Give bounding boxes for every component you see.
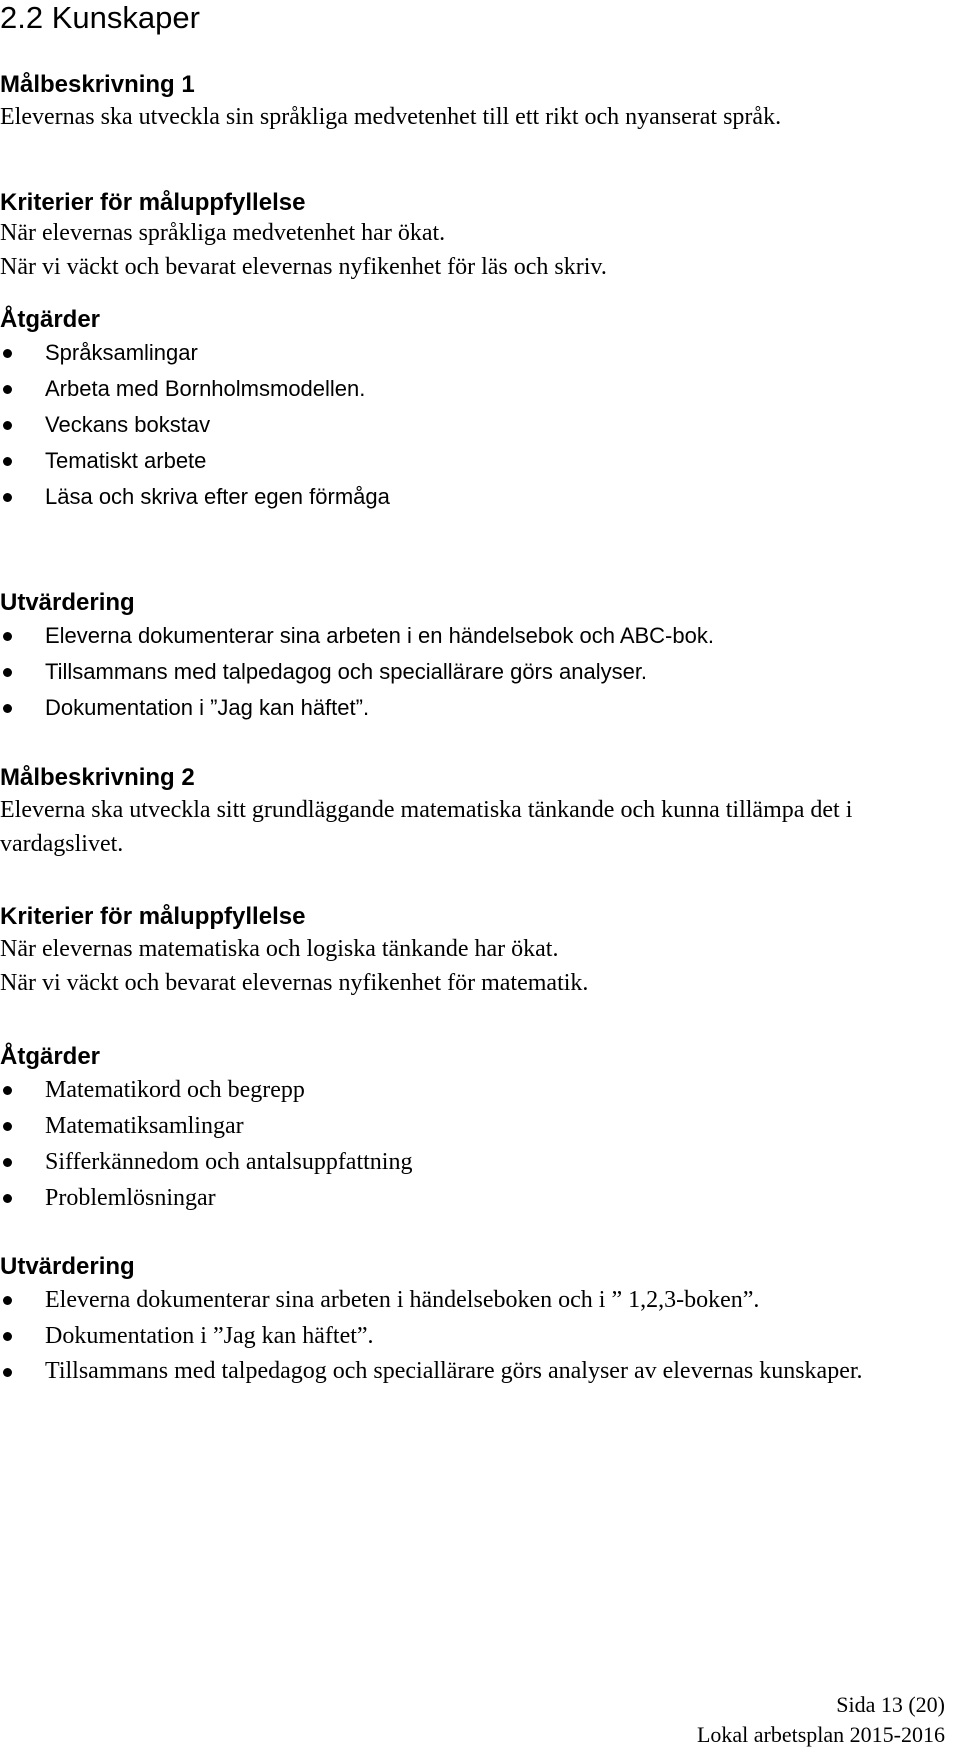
goal-2-heading: Målbeskrivning 2: [0, 764, 195, 791]
list-item-text: Läsa och skriva efter egen förmåga: [45, 484, 390, 509]
list-item-text: Tillsammans med talpedagog och speciallärare görs analyser av elevernas kunskaper.: [45, 1358, 863, 1384]
goal-2-criteria: [0, 902, 588, 1000]
bullet-icon: [3, 1332, 12, 1341]
list-item: [0, 1180, 412, 1216]
list-item-text: Arbeta med Bornholmsmodellen.: [45, 376, 366, 401]
goal-2-text: Eleverna ska utveckla sitt grundläggande matematiska tänkande och kunna tillämpa det i vardagslivet.: [0, 797, 853, 857]
list-item: [0, 335, 390, 371]
list-item: [0, 1144, 412, 1180]
bullet-icon: [3, 421, 12, 430]
bullet-icon: [3, 1296, 12, 1305]
bullet-icon: [3, 493, 12, 502]
document-name: Lokal arbetsplan 2015-2016: [696, 1722, 945, 1747]
goal-1-text: Elevernas ska utveckla sin språkliga medvetenhet till ett rikt och nyanserat språk.: [0, 104, 782, 130]
list-item-text: Eleverna dokumenterar sina arbeten i händelseboken och i ” 1,2,3-boken”.: [45, 1287, 760, 1313]
goal-1-heading: Målbeskrivning 1: [0, 71, 195, 98]
bullet-icon: [3, 668, 12, 677]
goal-2-evaluation-list: [0, 1282, 925, 1388]
page-number: Sida 13 (20): [836, 1692, 945, 1717]
goal-1-evaluation: [0, 588, 714, 726]
goal-2-criteria-line-1: När elevernas matematiska och logiska tänkande har ökat.: [0, 936, 559, 962]
bullet-icon: [3, 1122, 12, 1131]
goal-2-actions-heading: Åtgärder: [0, 1043, 101, 1070]
goal-2-evaluation-heading: Utvärdering: [0, 1253, 135, 1280]
list-item: [0, 443, 390, 479]
goal-1-actions: [0, 305, 390, 515]
list-item: [0, 371, 390, 407]
bullet-icon: [3, 1158, 12, 1167]
bullet-icon: [3, 1368, 12, 1377]
list-item-text: Sifferkännedom och antalsuppfattning: [45, 1149, 413, 1175]
bullet-icon: [3, 457, 12, 466]
list-item: [0, 1072, 412, 1108]
goal-2-criteria-heading: Kriterier för måluppfyllelse: [0, 903, 306, 930]
list-item: [0, 690, 714, 726]
list-item-text: Dokumentation i ”Jag kan häftet”.: [45, 1323, 374, 1349]
goal-2-actions: [0, 1042, 412, 1216]
bullet-icon: [3, 632, 12, 641]
bullet-icon: [3, 1194, 12, 1203]
goal-1-description: [0, 70, 905, 134]
bullet-icon: [3, 349, 12, 358]
goal-1-actions-heading: Åtgärder: [0, 306, 101, 333]
list-item-text: Tematiskt arbete: [45, 448, 207, 473]
list-item: [0, 407, 390, 443]
list-item: [0, 618, 714, 654]
bullet-icon: [3, 1086, 12, 1095]
list-item-text: Språksamlingar: [45, 340, 198, 365]
list-item-text: Dokumentation i ”Jag kan häftet”.: [45, 695, 370, 720]
goal-2-actions-list: [0, 1072, 412, 1216]
section-title: 2.2 Kunskaper: [0, 0, 200, 35]
list-item: [0, 479, 390, 515]
list-item-text: Eleverna dokumenterar sina arbeten i en händelsebok och ABC-bok.: [45, 623, 714, 648]
list-item: [0, 1282, 925, 1318]
list-item: [0, 1354, 925, 1388]
list-item-text: Veckans bokstav: [45, 412, 211, 437]
goal-1-actions-list: [0, 335, 390, 515]
goal-1-evaluation-list: [0, 618, 714, 726]
goal-1-criteria-heading: Kriterier för måluppfyllelse: [0, 189, 306, 216]
list-item-text: Tillsammans med talpedagog och speciallärare görs analyser.: [45, 659, 648, 684]
bullet-icon: [3, 385, 12, 394]
goal-1-criteria-line-2: När vi väckt och bevarat elevernas nyfikenhet för läs och skriv.: [0, 254, 607, 280]
list-item-text: Matematikord och begrepp: [45, 1077, 305, 1103]
goal-1-criteria: [0, 188, 607, 286]
list-item-text: Matematiksamlingar: [45, 1113, 244, 1139]
page-footer: [697, 1690, 945, 1750]
goal-2-criteria-line-2: När vi väckt och bevarat elevernas nyfikenhet för matematik.: [0, 970, 589, 996]
list-item: [0, 1318, 925, 1354]
list-item-text: Problemlösningar: [45, 1185, 216, 1211]
goal-2-description: [0, 763, 905, 861]
list-item: [0, 654, 714, 690]
bullet-icon: [3, 704, 12, 713]
section-title-block: [0, 0, 200, 36]
list-item: [0, 1108, 412, 1144]
goal-1-criteria-line-1: När elevernas språkliga medvetenhet har ökat.: [0, 220, 446, 246]
goal-2-evaluation: [0, 1252, 925, 1388]
goal-1-evaluation-heading: Utvärdering: [0, 589, 135, 616]
